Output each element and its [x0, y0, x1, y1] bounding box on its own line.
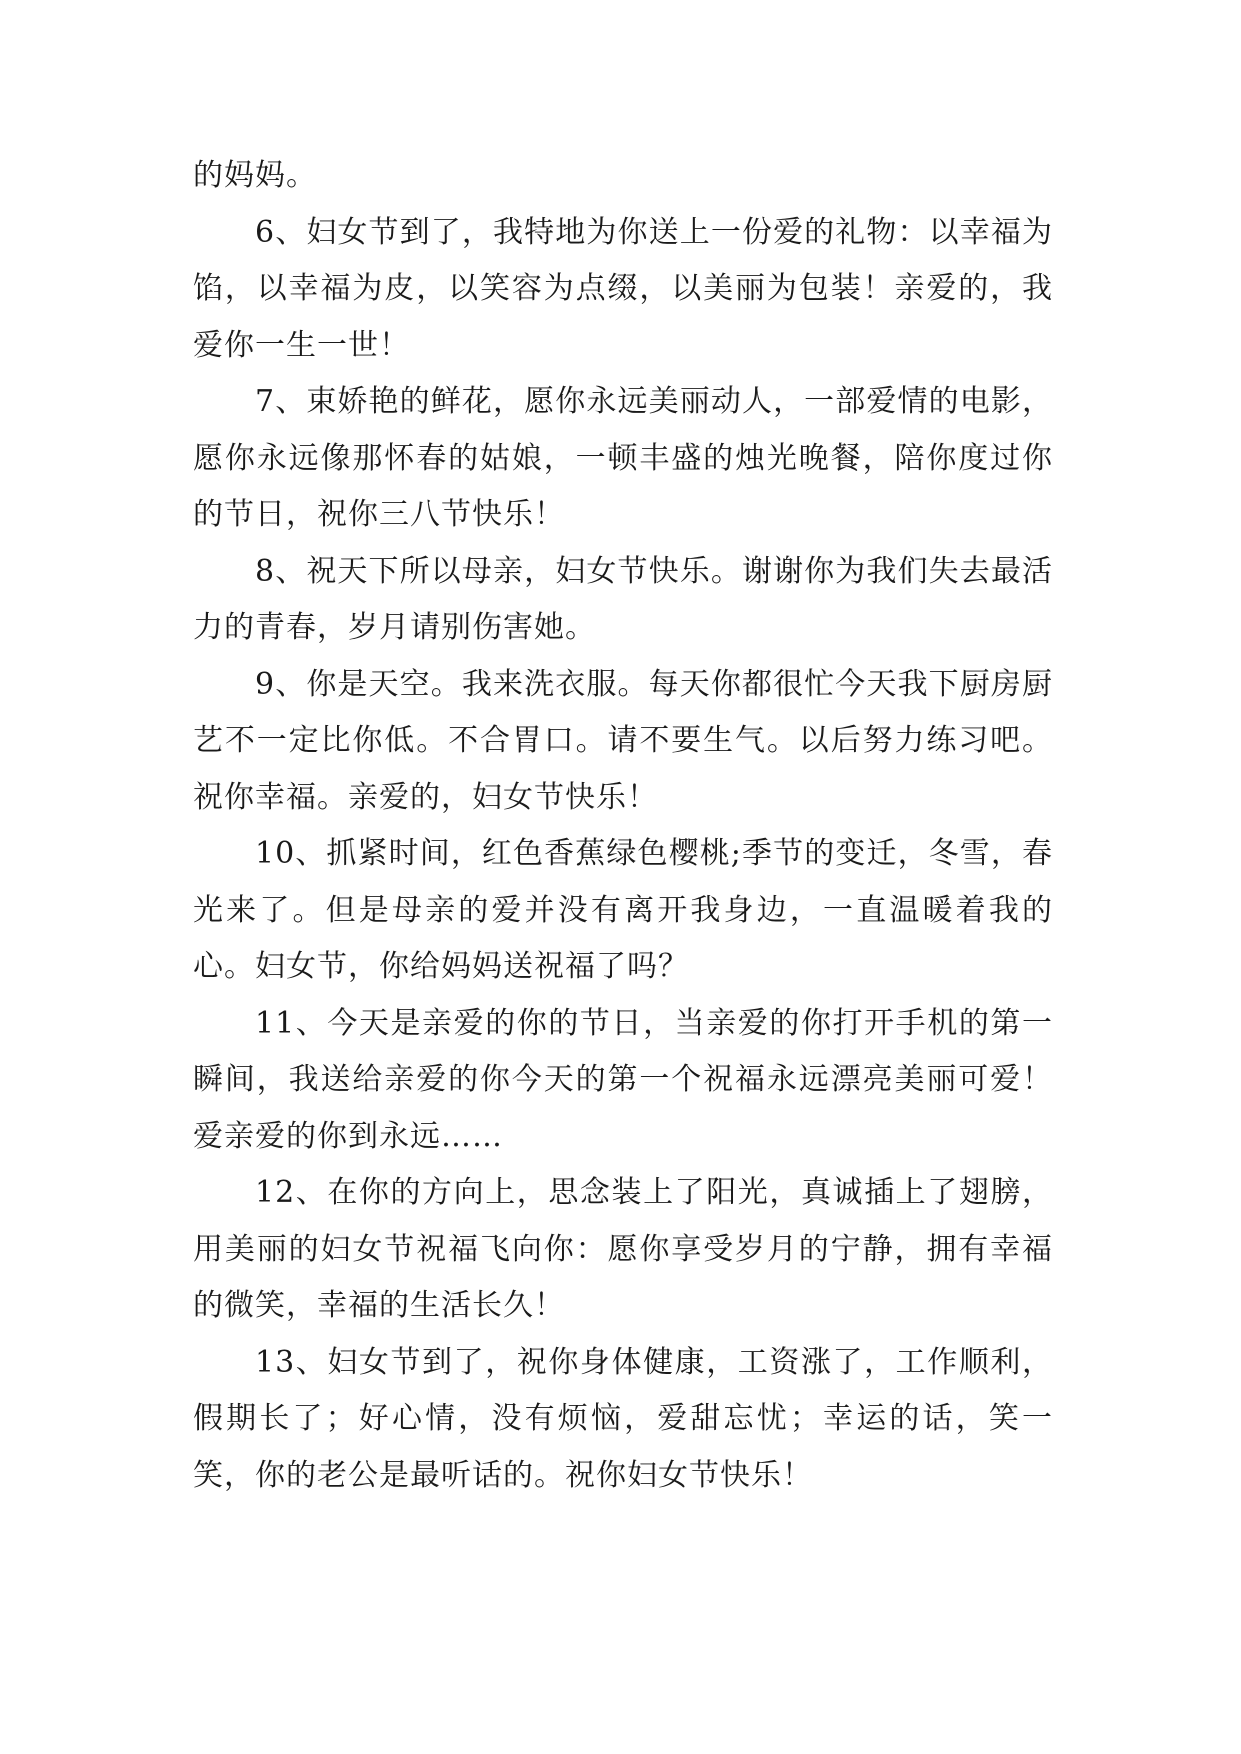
paragraph-item-10: 10、抓紧时间，红色香蕉绿色樱桃;季节的变迁，冬雪，春光来了。但是母亲的爱并没有离开我身边，一直温暖着我的心。妇女节，你给妈妈送祝福了吗？ — [193, 836, 1053, 984]
paragraph-item-7: 7、束娇艳的鲜花，愿你永远美丽动人，一部爱情的电影，愿你永远像那怀春的姑娘，一顿丰盛的烛光晚餐，陪你度过你的节日，祝你三八节快乐！ — [193, 384, 1053, 532]
paragraph-item-6: 6、妇女节到了，我特地为你送上一份爱的礼物：以幸福为馅，以幸福为皮，以笑容为点缀，以美丽为包装！亲爱的，我爱你一生一世！ — [193, 214, 1053, 363]
paragraph-item-12: 12、在你的方向上，思念装上了阳光，真诚插上了翅膀，用美丽的妇女节祝福飞向你：愿你享受岁月的宁静，拥有幸福的微笑，幸福的生活长久！ — [193, 1175, 1053, 1323]
document-body — [193, 148, 1053, 1504]
paragraph-item-9: 9、你是天空。我来洗衣服。每天你都很忙今天我下厨房厨艺不一定比你低。不合胃口。请不要生气。以后努力练习吧。祝你幸福。亲爱的，妇女节快乐！ — [193, 666, 1053, 815]
paragraph-item-13: 13、妇女节到了，祝你身体健康，工资涨了，工作顺利，假期长了；好心情，没有烦恼，爱甜忘忧；幸运的话，笑一笑，你的老公是最听话的。祝你妇女节快乐！ — [193, 1344, 1053, 1493]
paragraph-item-11: 11、今天是亲爱的你的节日，当亲爱的你打开手机的第一瞬间，我送给亲爱的你今天的第一个祝福永远漂亮美丽可爱！爱亲爱的你到永远…… — [193, 1005, 1053, 1154]
paragraph-continuation: 的妈妈。 — [193, 158, 317, 193]
paragraph-item-8: 8、祝天下所以母亲，妇女节快乐。谢谢你为我们失去最活力的青春，岁月请别伤害她。 — [193, 553, 1053, 645]
